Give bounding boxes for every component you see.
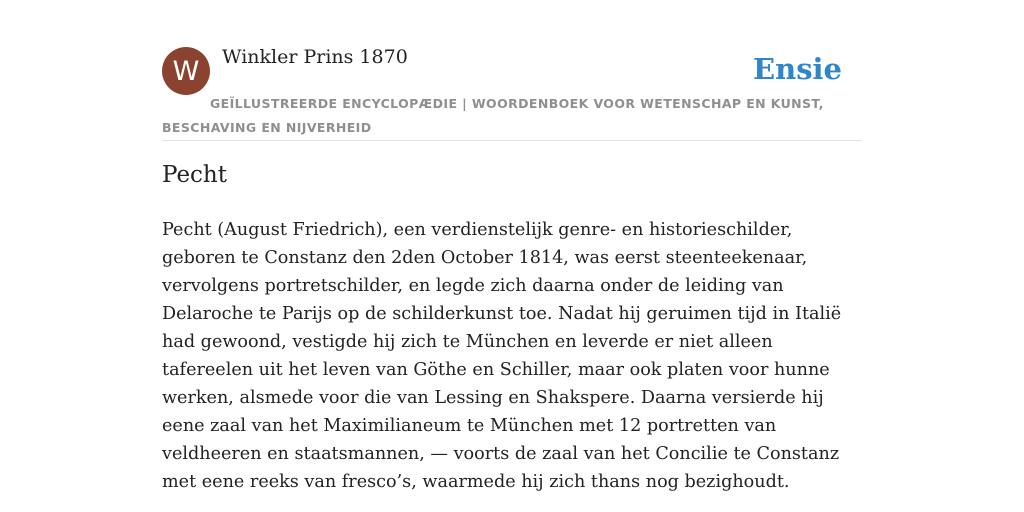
source-header [162, 46, 862, 141]
source-avatar[interactable]: W [162, 47, 210, 95]
source-title[interactable]: Winkler Prins 1870 [222, 46, 408, 68]
entry-title: Pecht [162, 162, 227, 188]
entry-body: Pecht (August Friedrich), een verdienstelijk genre- en historieschilder, geboren te Constanz den 2den October 1814, was eerst steenteekenaar, vervolgens portretschilder, en legde zich daarna onder de leiding van Delaroche te Parijs op de schilderkunst toe. Nadat hij geruimen tijd in Italië had gewoond, vestigde hij zich te München en leverde er niet alleen tafereelen uit het leven van Göthe en Schiller, maar ook platen voor hunne werken, alsmede voor die van Lessing en Shakspere. Daarna versierde hij eene zaal van het Maximilianeum te München met 12 portretten van veldheeren en staatsmannen, — voorts de zaal van het Concilie te Constanz met eene reeks van fresco’s, waarmede hij zich thans nog bezighoudt. [162, 220, 842, 492]
source-subtitle: GEÏLLUSTREERDE ENCYCLOPÆDIE | WOORDENBOEK VOOR WETENSCHAP EN KUNST, BESCHAVING EN NIJVERHEID [162, 96, 824, 135]
brand-logo[interactable]: Ensie [753, 52, 842, 86]
